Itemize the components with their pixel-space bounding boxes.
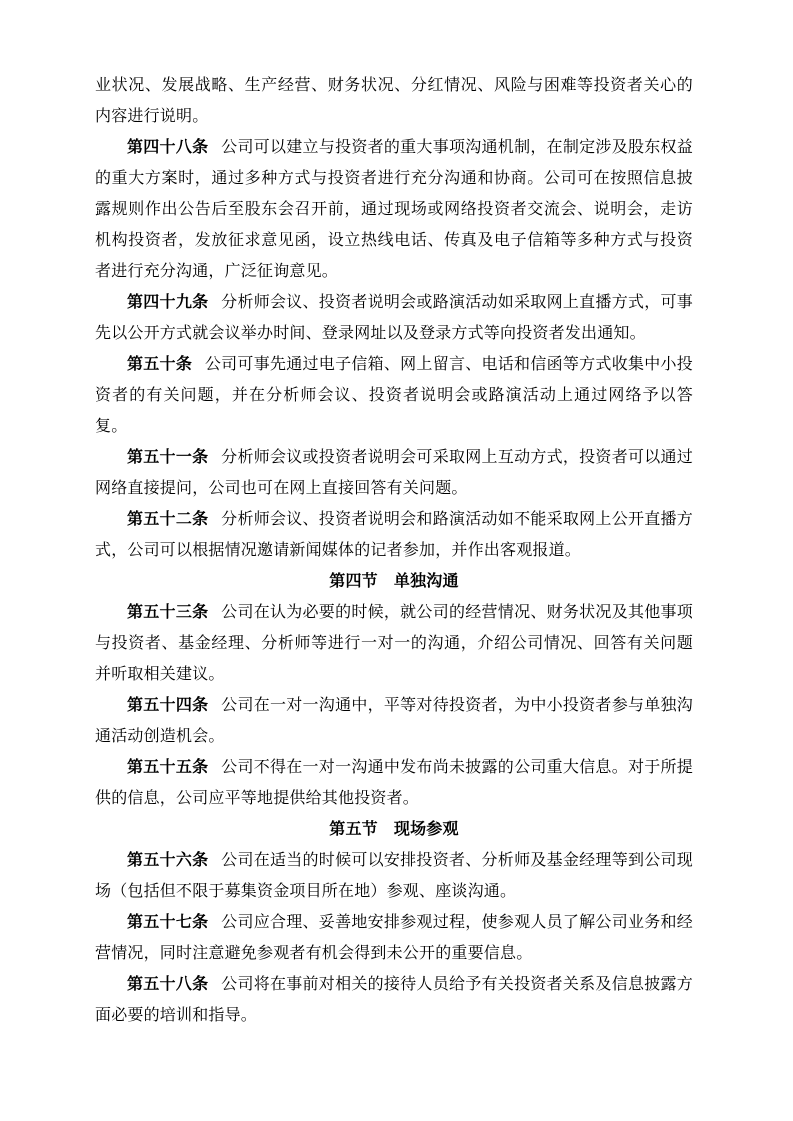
section-heading <box>95 814 693 845</box>
article-text: 公司应合理、妥善地安排参观过程，使参观人员了解公司业务和经营情况，同时注意避免参观者有机会得到未公开的重要信息。 <box>95 914 693 962</box>
article-paragraph <box>95 969 693 1031</box>
article-text: 分析师会议、投资者说明会或路演活动如采取网上直播方式，可事先以公开方式就会议举办时间、登录网址以及登录方式等向投资者发出通知。 <box>95 294 693 342</box>
section-number: 第四节 <box>329 573 378 590</box>
section-title: 单独沟通 <box>393 573 459 590</box>
section-title: 现场参观 <box>393 821 459 838</box>
article-paragraph <box>95 349 693 442</box>
article-text: 公司在一对一沟通中，平等对待投资者，为中小投资者参与单独沟通活动创造机会。 <box>95 697 693 745</box>
article-number: 第五十五条 <box>127 759 209 776</box>
article-text: 公司不得在一对一沟通中发布尚未披露的公司重大信息。对于所提供的信息，公司应平等地提供给其他投资者。 <box>95 759 693 807</box>
article-text: 公司可事先通过电子信箱、网上留言、电话和信函等方式收集中小投资者的有关问题，并在分析师会议、投资者说明会或路演活动上通过网络予以答复。 <box>95 356 693 435</box>
article-paragraph <box>95 597 693 690</box>
article-number: 第五十六条 <box>127 852 209 869</box>
body-paragraph: 业状况、发展战略、生产经营、财务状况、分红情况、风险与困难等投资者关心的内容进行说明。 <box>95 77 693 125</box>
article-paragraph <box>95 132 693 287</box>
article-paragraph <box>95 690 693 752</box>
article-number: 第五十一条 <box>127 449 209 466</box>
article-paragraph <box>95 845 693 907</box>
section-heading <box>95 566 693 597</box>
document-content <box>95 70 693 1031</box>
article-paragraph <box>95 907 693 969</box>
article-number: 第五十八条 <box>127 976 209 993</box>
article-paragraph <box>95 442 693 504</box>
article-paragraph <box>95 287 693 349</box>
article-number: 第四十九条 <box>127 294 209 311</box>
article-text: 公司将在事前对相关的接待人员给予有关投资者关系及信息披露方面必要的培训和指导。 <box>95 976 693 1024</box>
article-text: 公司可以建立与投资者的重大事项沟通机制，在制定涉及股东权益的重大方案时，通过多种方式与投资者进行充分沟通和协商。公司可在按照信息披露规则作出公告后至股东会召开前，通过现场或网络投资者交流会、说明会，走访机构投资者，发放征求意见函，设立热线电话、传真及电子信箱等多种方式与投资者进行充分沟通，广泛征询意见。 <box>95 139 693 280</box>
article-text: 分析师会议或投资者说明会可采取网上互动方式，投资者可以通过网络直接提问，公司也可在网上直接回答有关问题。 <box>95 449 693 497</box>
article-number: 第四十八条 <box>127 139 209 156</box>
section-number: 第五节 <box>329 821 378 838</box>
article-text: 分析师会议、投资者说明会和路演活动如不能采取网上公开直播方式，公司可以根据情况邀请新闻媒体的记者参加，并作出客观报道。 <box>95 511 693 559</box>
article-number: 第五十条 <box>127 356 193 373</box>
article-text: 公司在认为必要的时候，就公司的经营情况、财务状况及其他事项与投资者、基金经理、分析师等进行一对一的沟通，介绍公司情况、回答有关问题并听取相关建议。 <box>95 604 693 683</box>
article-number: 第五十二条 <box>127 511 209 528</box>
article-number: 第五十三条 <box>127 604 209 621</box>
article-paragraph <box>95 504 693 566</box>
article-number: 第五十七条 <box>127 914 209 931</box>
article-text: 公司在适当的时候可以安排投资者、分析师及基金经理等到公司现场（包括但不限于募集资金项目所在地）参观、座谈沟通。 <box>95 852 693 900</box>
article-number: 第五十四条 <box>127 697 209 714</box>
article-paragraph <box>95 752 693 814</box>
